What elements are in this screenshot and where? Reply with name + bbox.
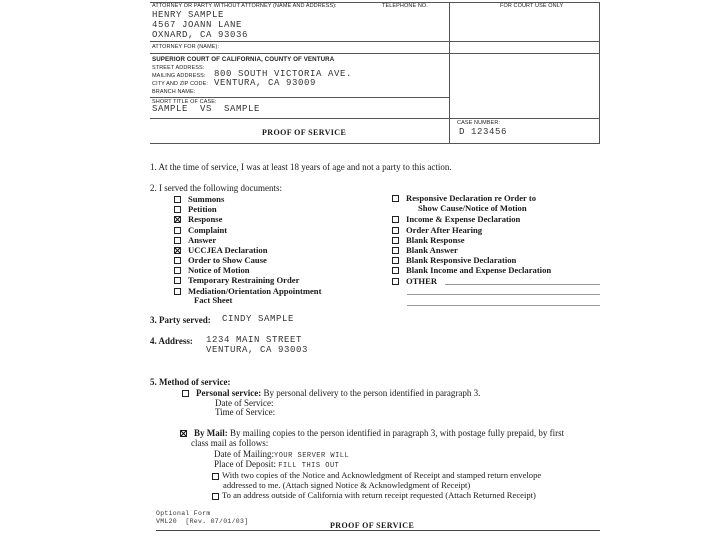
item-5-label: 5. Method of service:: [150, 377, 231, 387]
document-label: Temporary Restraining Order: [188, 275, 300, 286]
document-label: Order to Show Cause: [188, 255, 267, 266]
document-item: [174, 274, 299, 285]
court-name: SUPERIOR COURT OF CALIFORNIA, COUNTY OF VENTURA: [152, 56, 335, 63]
place-of-deposit-label: Place of Deposit:: [214, 459, 276, 469]
personal-service-text: By personal delivery to the person identified in paragraph 3.: [263, 388, 481, 398]
document-label: Mediation/Orientation Appointment: [188, 286, 322, 297]
document-label: OTHER: [406, 276, 438, 287]
document-item: [392, 213, 520, 224]
telephone-label: TELEPHONE NO.: [382, 3, 428, 9]
document-label: Blank Response: [406, 235, 465, 246]
mail-option-ack-row: [212, 470, 541, 480]
document-label: Petition: [188, 204, 217, 215]
checkbox-checked[interactable]: [174, 216, 181, 223]
address-line-2: VENTURA, CA 93003: [206, 345, 309, 355]
attorney-name-address: [152, 10, 248, 40]
case-number-label: CASE NUMBER:: [457, 120, 501, 126]
document-label-continued: Show Cause/Notice of Motion: [418, 203, 527, 213]
date-of-service-label: Date of Service:: [215, 398, 274, 408]
document-label: Order After Hearing: [406, 225, 483, 236]
checkbox[interactable]: [392, 195, 399, 202]
document-label: Answer: [188, 235, 217, 246]
document-item: [392, 275, 437, 286]
branch-label: BRANCH NAME:: [152, 89, 196, 95]
mail-option-ack-text-2: addressed to me. (Attach signed Notice & Acknowledgment of Receipt): [223, 480, 471, 490]
document-label: Blank Income and Expense Declaration: [406, 265, 552, 276]
document-label: UCCJEA Declaration: [188, 245, 268, 256]
personal-service-checkbox[interactable]: [182, 390, 189, 397]
mail-option-outside-checkbox[interactable]: [212, 493, 219, 500]
other-line: [407, 305, 600, 306]
document-label: Notice of Motion: [188, 265, 250, 276]
checkbox[interactable]: [392, 247, 399, 254]
checkbox[interactable]: [174, 196, 181, 203]
checkbox-checked[interactable]: [174, 247, 181, 254]
other-line: [407, 294, 600, 295]
document-label: Complaint: [188, 225, 228, 236]
checkbox[interactable]: [392, 267, 399, 274]
checkbox[interactable]: [392, 216, 399, 223]
document-item: [392, 192, 536, 203]
document-label-continued: Fact Sheet: [194, 295, 233, 305]
court-use-label: FOR COURT USE ONLY: [500, 3, 564, 9]
street-address-label: STREET ADDRESS:: [152, 65, 205, 71]
place-of-deposit-row: [214, 459, 339, 470]
mail-service-text-1: By mailing copies to the person identified in paragraph 3, with postage fully prepaid, by first: [230, 428, 565, 438]
item-2-intro: 2. I served the following documents:: [150, 183, 282, 193]
mail-service-text-2: class mail as follows:: [191, 438, 269, 448]
document-item: [392, 264, 551, 275]
attorney-for-label: ATTORNEY FOR (NAME):: [152, 44, 220, 50]
document-label: Blank Answer: [406, 245, 458, 256]
item-3-label: 3. Party served:: [150, 315, 211, 325]
date-of-mailing-value: YOUR SERVER WILL: [274, 452, 350, 460]
checkbox[interactable]: [174, 277, 181, 284]
attorney-name: HENRY SAMPLE: [152, 10, 225, 20]
short-title-label: SHORT TITLE OF CASE:: [152, 99, 217, 105]
document-label: Response: [188, 214, 223, 225]
mail-option-ack-checkbox[interactable]: [212, 473, 219, 480]
document-label: Income & Expense Declaration: [406, 214, 521, 225]
form-code-block: [156, 510, 248, 526]
attorney-city: OXNARD, CA 93036: [152, 30, 249, 40]
address-line-1: 1234 MAIN STREET: [206, 335, 303, 345]
form-title: PROOF OF SERVICE: [262, 128, 347, 137]
item-1-statement: 1. At the time of service, I was at least 18 years of age and not a party to this action.: [150, 162, 452, 172]
checkbox[interactable]: [174, 206, 181, 213]
city-zip-value: VENTURA, CA 93009: [214, 78, 317, 88]
document-label: Blank Responsive Declaration: [406, 255, 517, 266]
mailing-address-label: MAILING ADDRESS:: [152, 73, 206, 79]
mail-option-ack-text-1: With two copies of the Notice and Acknowledgment of Receipt and stamped return envelope: [222, 470, 542, 480]
mail-service-checkbox-checked[interactable]: [180, 430, 187, 437]
city-zip-label: CITY AND ZIP CODE:: [152, 81, 208, 87]
checkbox[interactable]: [392, 278, 399, 285]
optional-form-label: Optional Form: [156, 510, 211, 517]
form-code: VML20 [Rev. 07/01/03]: [156, 518, 249, 525]
footer-title: PROOF OF SERVICE: [330, 521, 415, 530]
place-of-deposit-value: FILL THIS OUT: [278, 462, 340, 470]
address-value: [206, 335, 308, 355]
checkbox[interactable]: [174, 227, 181, 234]
checkbox[interactable]: [174, 257, 181, 264]
attorney-label: ATTORNEY OR PARTY WITHOUT ATTORNEY (NAME AND ADDRESS):: [152, 3, 337, 9]
mail-option-outside-row: [212, 490, 536, 500]
checkbox[interactable]: [392, 227, 399, 234]
mailing-address-value: 800 SOUTH VICTORIA AVE.: [214, 69, 353, 79]
case-number-value: D 123456: [459, 127, 508, 137]
mail-service-row: [180, 428, 564, 438]
footer-rule: [156, 530, 600, 531]
personal-service-row: [182, 388, 480, 398]
short-title-value: SAMPLE VS SAMPLE: [152, 104, 261, 114]
checkbox[interactable]: [392, 257, 399, 264]
other-line: [445, 284, 600, 285]
checkbox[interactable]: [174, 267, 181, 274]
checkbox[interactable]: [174, 288, 181, 295]
mail-option-outside-text: To an address outside of California with return receipt requested (Attach Returned Receipt): [222, 490, 536, 500]
time-of-service-label: Time of Service:: [215, 407, 276, 417]
document-item: [174, 213, 222, 224]
document-label: Summons: [188, 194, 225, 205]
mail-service-label: By Mail:: [194, 428, 228, 438]
item-4-label: 4. Address:: [150, 336, 193, 346]
date-of-mailing-label: Date of Mailing:: [214, 449, 274, 459]
document-label: Responsive Declaration re Order to: [406, 193, 536, 204]
personal-service-label: Personal service:: [196, 388, 262, 398]
party-served-value: CINDY SAMPLE: [222, 314, 295, 324]
checkbox[interactable]: [174, 237, 181, 244]
attorney-street: 4567 JOANN LANE: [152, 20, 243, 30]
checkbox[interactable]: [392, 237, 399, 244]
